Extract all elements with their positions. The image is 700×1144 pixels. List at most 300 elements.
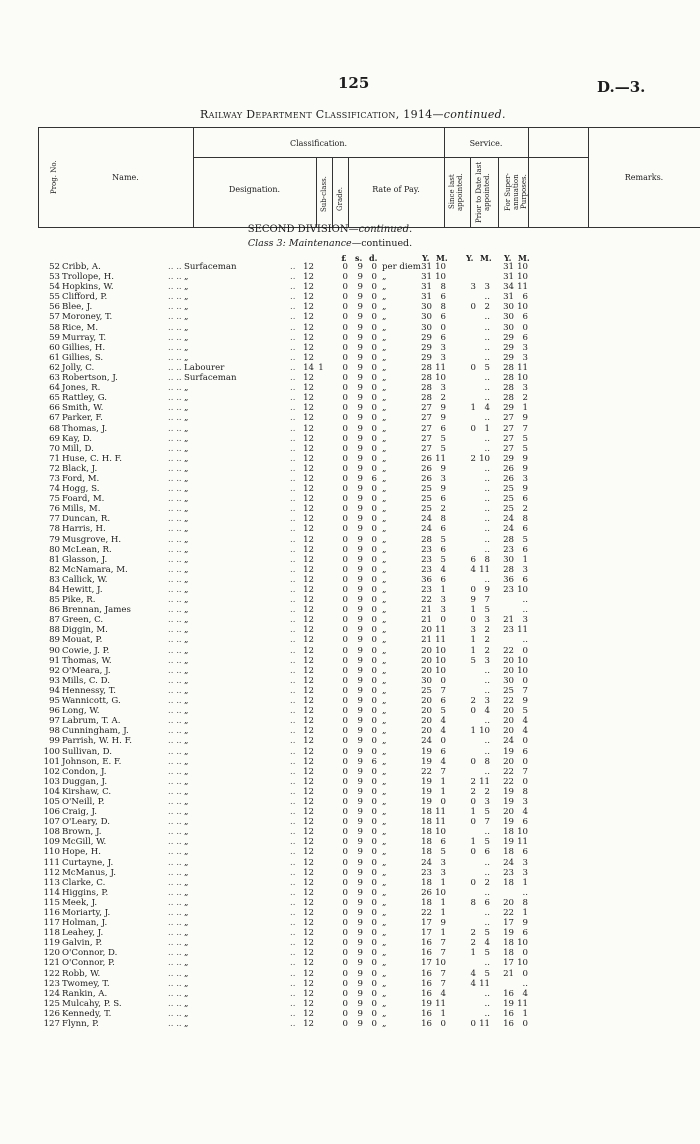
since-last-header: Since last appointed.	[448, 173, 464, 211]
title-year: , 1914—	[395, 108, 444, 121]
pay-pence-cell: 0	[371, 696, 377, 707]
super-years-cell: 22	[503, 766, 514, 777]
name-cell: McLean, R.	[62, 544, 112, 555]
subclass-cell: 12	[303, 665, 314, 676]
pay-pounds-cell: 0	[342, 665, 348, 676]
pay-pounds-cell: 0	[342, 393, 348, 404]
pay-pounds-cell: 0	[342, 796, 348, 807]
since-years-cell: 20	[421, 696, 432, 707]
subclass-cell: 12	[303, 262, 314, 272]
super-years-cell: 19	[503, 786, 514, 797]
prior-months-cell: ..	[484, 827, 490, 838]
leader-dots: ..	[290, 574, 296, 585]
since-years-cell: 27	[421, 403, 432, 414]
since-years-cell: 26	[421, 887, 432, 898]
since-months-cell: 6	[440, 574, 446, 585]
pay-pounds-cell: 0	[342, 635, 348, 646]
designation-cell: „	[184, 564, 189, 575]
pay-shillings-cell: 9	[357, 312, 363, 323]
subclass-cell: 12	[303, 393, 314, 404]
pay-shillings-cell: 9	[357, 918, 363, 929]
leader-dots: ..	[290, 938, 296, 949]
pay-pence-cell: 0	[371, 433, 377, 444]
leader-dots: .. ..	[168, 908, 182, 918]
prog-no-cell: 118	[43, 928, 60, 939]
designation-cell: „	[184, 312, 189, 323]
super-years-cell: 25	[503, 494, 514, 505]
designation-cell: „	[184, 332, 189, 343]
title-main: Railway Department Classification	[200, 108, 396, 121]
name-cell: Hewitt, J.	[62, 585, 103, 595]
leader-dots: .. ..	[168, 393, 182, 404]
pay-period-cell: „	[382, 726, 387, 737]
pay-pence-cell: 0	[371, 998, 377, 1009]
pay-period-cell: per diem	[382, 262, 421, 272]
since-months-cell: 11	[435, 635, 446, 646]
subclass-cell: 12	[303, 918, 314, 929]
name-cell: Kay, D.	[62, 433, 93, 444]
super-years-cell: 19	[503, 746, 514, 757]
table-row	[0, 858, 700, 868]
since-months-cell: 10	[435, 958, 446, 969]
pay-pounds-cell: 0	[342, 857, 348, 868]
prog-no-cell: 125	[43, 998, 60, 1009]
super-months-cell: 3	[522, 615, 528, 626]
since-years-cell: 31	[421, 282, 432, 293]
super-months-cell: 4	[522, 726, 528, 737]
subclass-cell: 12	[303, 968, 314, 979]
super-years-cell: 18	[503, 877, 514, 888]
leader-dots: ..	[290, 484, 296, 495]
prior-years-cell: 2	[470, 938, 476, 949]
name-cell: McGill, W.	[62, 837, 107, 848]
designation-cell: „	[184, 665, 189, 676]
designation-cell: „	[184, 756, 189, 767]
since-months-cell: 0	[440, 322, 446, 333]
name-cell: Duncan, R.	[62, 514, 111, 525]
pay-pence-cell: 0	[371, 948, 377, 959]
since-months-cell: 1	[440, 776, 446, 787]
super-years-cell: 19	[503, 928, 514, 939]
name-cell: Black, J.	[62, 463, 98, 474]
pay-pence-cell: 0	[371, 716, 377, 727]
pay-period-cell: „	[382, 887, 387, 898]
super-years-cell: 24	[503, 857, 514, 868]
since-years-cell: 25	[421, 494, 432, 505]
leader-dots: .. ..	[168, 998, 182, 1009]
since-years-cell: 22	[421, 908, 432, 918]
since-years-cell: 19	[421, 746, 432, 757]
leader-dots: ..	[290, 918, 296, 929]
prog-no-cell: 104	[43, 786, 60, 797]
designation-cell: „	[184, 342, 189, 353]
prior-months-cell: ..	[484, 342, 490, 353]
name-cell: Flynn, P.	[62, 1019, 99, 1030]
name-cell: Huse, C. H. F.	[62, 453, 123, 464]
super-months-cell: 5	[522, 706, 528, 717]
leader-dots: .. ..	[168, 292, 182, 303]
prior-months-cell: 4	[484, 938, 490, 949]
since-months-cell: 0	[440, 615, 446, 626]
pay-pounds-cell: 0	[342, 655, 348, 666]
table-row	[0, 676, 700, 686]
prior-years-cell: 2	[470, 786, 476, 797]
prog-no-cell: 116	[43, 908, 60, 918]
pay-pence-cell: 0	[371, 514, 377, 525]
super-months-cell: 4	[522, 807, 528, 818]
leader-dots: .. ..	[168, 352, 182, 363]
designation-cell: „	[184, 504, 189, 515]
name-cell: Robertson, J.	[62, 373, 118, 384]
super-months-cell: 1	[522, 908, 528, 918]
since-years-cell: 31	[421, 292, 432, 303]
prog-no-cell: 84	[49, 585, 60, 595]
pay-pounds-cell: 0	[342, 423, 348, 434]
pay-shillings-cell: 9	[357, 504, 363, 515]
prior-years-cell: 0	[470, 817, 476, 828]
subclass-cell: 12	[303, 685, 314, 696]
pay-shillings-cell: 9	[357, 595, 363, 606]
pay-shillings-cell: 9	[357, 1019, 363, 1030]
leader-dots: .. ..	[168, 685, 182, 696]
name-cell: Rice, M.	[62, 322, 99, 333]
pay-period-cell: „	[382, 544, 387, 555]
pay-period-cell: „	[382, 514, 387, 525]
name-cell: Parrish, W. H. F.	[62, 736, 132, 747]
pay-pounds-cell: 0	[342, 675, 348, 686]
subclass-cell: 12	[303, 938, 314, 949]
pay-period-cell: „	[382, 1019, 387, 1030]
super-years-cell: 20	[503, 807, 514, 818]
pay-pounds-cell: 0	[342, 817, 348, 828]
subclass-cell: 12	[303, 827, 314, 838]
division-continued: continued.	[358, 224, 413, 235]
since-months-cell: 10	[435, 887, 446, 898]
leader-dots: .. ..	[168, 1019, 182, 1030]
name-cell: Moriarty, J.	[62, 908, 111, 918]
designation-cell: „	[184, 716, 189, 727]
designation-cell: „	[184, 807, 189, 818]
prior-months-cell: 4	[484, 706, 490, 717]
pay-shillings-cell: 9	[357, 908, 363, 918]
super-years-cell: 20	[503, 716, 514, 727]
leader-dots: ..	[290, 524, 296, 535]
leader-dots: ..	[290, 877, 296, 888]
pay-pounds-cell: 0	[342, 473, 348, 484]
leader-dots: ..	[290, 706, 296, 717]
prior-months-cell: ..	[484, 393, 490, 404]
prog-no-cell: 61	[49, 352, 60, 363]
leader-dots: ..	[290, 605, 296, 616]
subclass-cell: 12	[303, 554, 314, 565]
pay-shillings-cell: 9	[357, 534, 363, 545]
pay-pence-cell: 0	[371, 675, 377, 686]
prog-no-cell: 102	[43, 766, 60, 777]
name-cell: Rankin, A.	[62, 988, 108, 999]
subclass-cell: 12	[303, 958, 314, 969]
since-months-cell: 10	[435, 272, 446, 283]
since-years-cell: 29	[421, 332, 432, 343]
prog-no-cell: 92	[49, 665, 60, 676]
leader-dots: .. ..	[168, 988, 182, 999]
grade-header: Grade.	[336, 187, 344, 211]
since-years-cell: 21	[421, 615, 432, 626]
leader-dots: .. ..	[168, 746, 182, 757]
subclass-cell: 12	[303, 504, 314, 515]
super-years-cell: 36	[503, 574, 514, 585]
table-row	[0, 918, 700, 928]
prior-months-cell: ..	[484, 473, 490, 484]
prior-months-cell: ..	[484, 352, 490, 363]
leader-dots: .. ..	[168, 635, 182, 646]
pay-pence-cell: 0	[371, 605, 377, 616]
pay-period-cell: „	[382, 413, 387, 424]
pay-period-cell: „	[382, 1008, 387, 1019]
pay-pounds-cell: 0	[342, 383, 348, 394]
prog-no-cell: 85	[49, 595, 60, 606]
leader-dots: .. ..	[168, 332, 182, 343]
super-months-cell: 1	[522, 877, 528, 888]
table-row	[0, 312, 700, 322]
name-cell: Trollope, H.	[62, 272, 114, 283]
leader-dots: ..	[290, 554, 296, 565]
super-years-cell: 28	[503, 564, 514, 575]
prior-months-cell: ..	[484, 413, 490, 424]
since-years-cell: 18	[421, 897, 432, 908]
pay-shillings-cell: 9	[357, 544, 363, 555]
since-years-cell: 28	[421, 383, 432, 394]
leader-dots: .. ..	[168, 282, 182, 293]
subclass-cell: 12	[303, 373, 314, 384]
pay-period-cell: „	[382, 716, 387, 727]
since-months-cell: 1	[440, 908, 446, 918]
pay-period-cell: „	[382, 736, 387, 747]
leader-dots: ..	[290, 362, 296, 373]
pay-pence-cell: 0	[371, 817, 377, 828]
designation-cell: „	[184, 827, 189, 838]
pay-pence-cell: 0	[371, 877, 377, 888]
pay-pounds-cell: 0	[342, 685, 348, 696]
super-months-cell: 6	[522, 746, 528, 757]
pay-period-cell: „	[382, 362, 387, 373]
since-months-cell: 0	[440, 796, 446, 807]
super-years-cell: 34	[503, 282, 514, 293]
since-months-cell: 11	[435, 625, 446, 636]
prog-no-cell: 109	[43, 837, 60, 848]
leader-dots: ..	[290, 1019, 296, 1030]
since-months-cell: 3	[440, 595, 446, 606]
leader-dots: .. ..	[168, 958, 182, 969]
since-years-cell: 22	[421, 766, 432, 777]
table-row	[0, 989, 700, 999]
designation-cell: „	[184, 443, 189, 454]
name-cell: Cribb, A.	[62, 262, 101, 272]
prior-months-cell: 3	[484, 615, 490, 626]
designation-cell: „	[184, 958, 189, 969]
subclass-cell: 12	[303, 484, 314, 495]
pay-pence-cell: 0	[371, 807, 377, 818]
pay-period-cell: „	[382, 847, 387, 858]
table-row	[0, 353, 700, 363]
prog-no-cell: 123	[43, 978, 60, 989]
since-months-cell: 2	[440, 393, 446, 404]
leader-dots: .. ..	[168, 726, 182, 737]
since-years-cell: 16	[421, 968, 432, 979]
pay-pounds-cell: 0	[342, 453, 348, 464]
super-years-cell: 30	[503, 554, 514, 565]
leader-dots: ..	[290, 807, 296, 818]
subclass-cell: 12	[303, 1019, 314, 1030]
table-row	[0, 948, 700, 958]
table-row	[0, 585, 700, 595]
prior-months-cell: 8	[484, 554, 490, 565]
table-row	[0, 282, 700, 292]
designation-cell: „	[184, 524, 189, 535]
super-months-cell: 7	[522, 423, 528, 434]
prog-no-cell: 113	[43, 877, 60, 888]
pay-pounds-cell: 0	[342, 605, 348, 616]
table-row	[0, 696, 700, 706]
table-row	[0, 373, 700, 383]
leader-dots: ..	[290, 776, 296, 787]
pay-period-cell: „	[382, 968, 387, 979]
prog-no-cell: 100	[43, 746, 60, 757]
prior-years-cell: 8	[470, 897, 476, 908]
designation-cell: „	[184, 322, 189, 333]
pay-shillings-cell: 9	[357, 716, 363, 727]
prog-no-cell: 93	[49, 675, 60, 686]
leader-dots: ..	[290, 423, 296, 434]
pay-shillings-cell: 9	[357, 362, 363, 373]
pay-period-cell: „	[382, 998, 387, 1009]
super-years-unit: Y.	[504, 253, 512, 263]
super-years-cell: 22	[503, 908, 514, 918]
super-years-cell: 21	[503, 968, 514, 979]
subclass-header: Sub-class.	[320, 176, 328, 213]
designation-header: Designation.	[228, 185, 281, 194]
designation-cell: „	[184, 403, 189, 414]
table-row	[0, 464, 700, 474]
super-years-cell: 18	[503, 938, 514, 949]
pay-pence-cell: 0	[371, 736, 377, 747]
leader-dots: ..	[290, 393, 296, 404]
prog-no-cell: 79	[49, 534, 60, 545]
table-row	[0, 323, 700, 333]
pay-pence-cell: 0	[371, 585, 377, 595]
pay-period-cell: „	[382, 675, 387, 686]
pay-pounds-cell: 0	[342, 746, 348, 757]
prior-months-cell: ..	[484, 463, 490, 474]
prog-no-cell: 62	[49, 362, 60, 373]
pay-period-cell: „	[382, 322, 387, 333]
since-years-cell: 23	[421, 564, 432, 575]
leader-dots: .. ..	[168, 918, 182, 929]
prog-no-cell: 76	[49, 504, 60, 515]
super-months-cell: 4	[522, 716, 528, 727]
super-months-cell: 0	[522, 968, 528, 979]
designation-cell: „	[184, 1008, 189, 1019]
pay-shillings-cell: 9	[357, 807, 363, 818]
prior-months-cell: 2	[484, 625, 490, 636]
prog-no-cell: 69	[49, 433, 60, 444]
since-months-cell: 1	[440, 897, 446, 908]
pay-shillings-cell: 9	[357, 393, 363, 404]
prior-months-cell: 3	[484, 282, 490, 293]
pay-pence-cell: 0	[371, 938, 377, 949]
leader-dots: .. ..	[168, 645, 182, 656]
pay-pence-cell: 0	[371, 312, 377, 323]
super-months-cell: 3	[522, 867, 528, 878]
subclass-cell: 12	[303, 776, 314, 787]
super-months-cell: 6	[522, 544, 528, 555]
classification-header: Classification.	[289, 139, 348, 148]
pay-pence-cell: 0	[371, 978, 377, 989]
prog-no-cell: 106	[43, 807, 60, 818]
pay-period-cell: „	[382, 312, 387, 323]
subclass-cell: 12	[303, 645, 314, 656]
pay-pounds-cell: 0	[342, 978, 348, 989]
super-months-cell: 10	[517, 655, 528, 666]
leader-dots: .. ..	[168, 484, 182, 495]
pay-shillings-cell: 9	[357, 786, 363, 797]
pay-period-cell: „	[382, 897, 387, 908]
pay-pence-cell: 0	[371, 494, 377, 505]
leader-dots: .. ..	[168, 827, 182, 838]
subclass-cell: 12	[303, 312, 314, 323]
prior-to-date-header: Prior to Date last appointed.	[475, 161, 491, 223]
table-row	[0, 454, 700, 464]
since-months-cell: 8	[440, 282, 446, 293]
pay-period-cell: „	[382, 574, 387, 585]
pay-shillings-cell: 9	[357, 837, 363, 848]
leader-dots: ..	[290, 978, 296, 989]
prior-months-cell: ..	[484, 433, 490, 444]
leader-dots: ..	[290, 796, 296, 807]
prior-months-cell: 5	[484, 605, 490, 616]
pay-pence-cell: 0	[371, 897, 377, 908]
since-months-cell: 8	[440, 514, 446, 525]
pay-shillings-cell: 9	[357, 625, 363, 636]
since-months-cell: 6	[440, 524, 446, 535]
super-years-cell: 28	[503, 373, 514, 384]
since-months-cell: 7	[440, 968, 446, 979]
table-row	[0, 444, 700, 454]
pay-shillings-cell: 9	[357, 746, 363, 757]
table-row	[0, 272, 700, 282]
designation-cell: „	[184, 473, 189, 484]
prog-no-cell: 94	[49, 685, 60, 696]
leader-dots: .. ..	[168, 706, 182, 717]
super-years-cell: 24	[503, 736, 514, 747]
leader-dots: .. ..	[168, 796, 182, 807]
super-months-cell: 10	[517, 373, 528, 384]
prior-months-cell: ..	[484, 887, 490, 898]
subclass-cell: 12	[303, 837, 314, 848]
leader-dots: .. ..	[168, 615, 182, 626]
pay-period-cell: „	[382, 685, 387, 696]
prior-months-cell: ..	[484, 504, 490, 515]
designation-cell: „	[184, 484, 189, 495]
designation-cell: „	[184, 544, 189, 555]
pay-shillings-cell: 9	[357, 413, 363, 424]
name-cell: Leahey, J.	[62, 928, 104, 939]
pay-shillings-cell: 9	[357, 574, 363, 585]
designation-cell: „	[184, 615, 189, 626]
designation-cell: „	[184, 696, 189, 707]
designation-cell: „	[184, 918, 189, 929]
leader-dots: ..	[290, 908, 296, 918]
since-years-cell: 25	[421, 504, 432, 515]
